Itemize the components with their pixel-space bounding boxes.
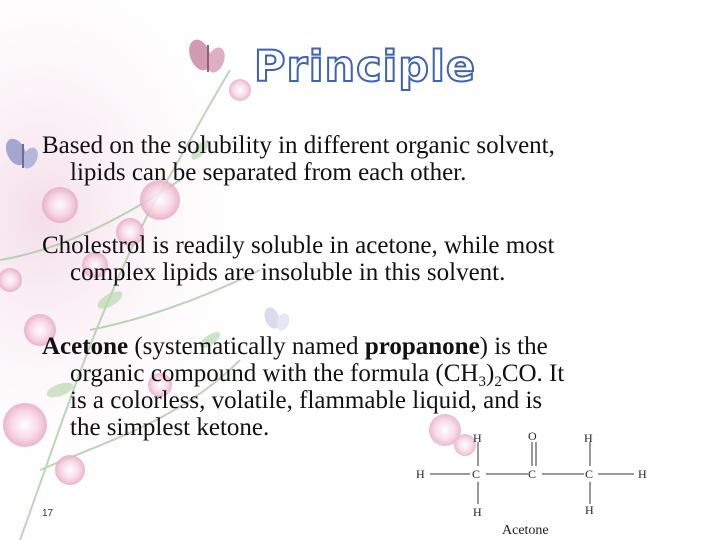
paragraph-cholesterol <box>42 232 682 286</box>
atom-label: C <box>472 467 481 481</box>
paragraph-acetone <box>42 333 682 441</box>
slide-title: Principle <box>254 42 476 92</box>
paragraph-line: lipids can be separated from each other. <box>70 159 467 186</box>
atom-label: O <box>528 429 537 443</box>
text-run: ) is the <box>479 333 548 360</box>
paragraph-line: is a colorless, volatile, flammable liquid, and is <box>70 387 543 414</box>
term-acetone: Acetone <box>42 333 129 360</box>
subscript: 3 <box>478 374 486 390</box>
atom-label: H <box>473 431 482 445</box>
paragraph-line: Cholestrol is readily soluble in acetone, while most <box>42 232 555 259</box>
text-run: CO. It <box>501 360 565 387</box>
atom-label: C <box>585 467 594 481</box>
atom-label: H <box>584 431 593 445</box>
atom-label: H <box>473 505 482 519</box>
term-propanone: propanone <box>364 333 480 360</box>
subscript: 2 <box>494 374 502 390</box>
structure-caption: Acetone <box>502 523 549 538</box>
paragraph-line <box>42 360 682 390</box>
text-run: organic compound with the formula (CH <box>70 360 479 387</box>
slide-number: 17 <box>42 508 54 519</box>
acetone-structure <box>412 428 672 540</box>
paragraph-solubility <box>42 132 682 186</box>
paragraph-line: Based on the solubility in different organic solvent, <box>42 132 555 159</box>
text-run: ) <box>485 360 495 387</box>
paragraph-line: complex lipids are insoluble in this solvent. <box>70 259 506 286</box>
paragraph-line: the simplest ketone. <box>70 414 270 441</box>
atom-label: H <box>416 467 425 481</box>
paragraph-line <box>42 333 682 360</box>
atom-label: C <box>528 467 537 481</box>
atom-label: H <box>585 503 594 517</box>
atom-label: H <box>638 467 647 481</box>
text-run: (systematically named <box>128 333 365 360</box>
